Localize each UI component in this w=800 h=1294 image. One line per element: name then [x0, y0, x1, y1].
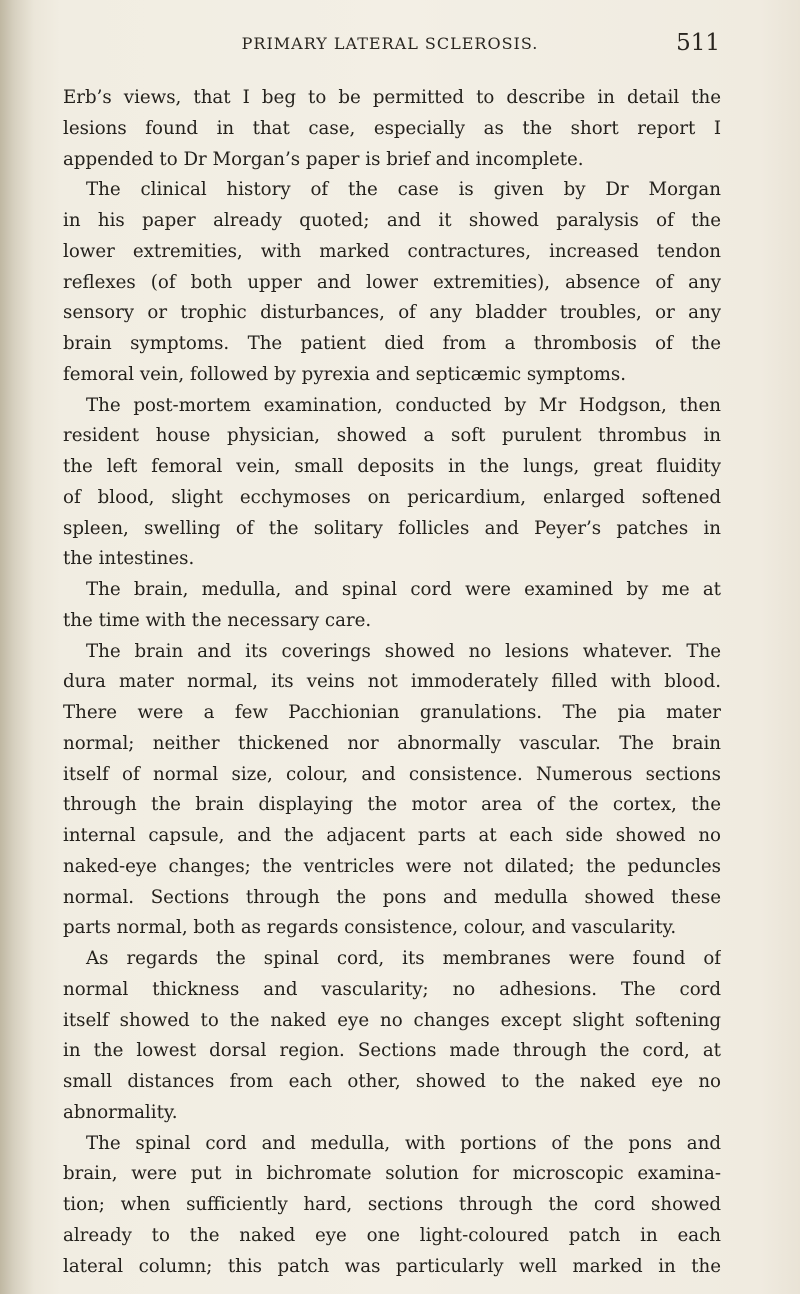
text-line: The brain and its coverings showed no lesions whatever. The [86, 640, 721, 662]
text-line: There were a few Pacchionian granulations. The pia mater [63, 702, 721, 723]
text-line: dura mater normal, its veins not immoderately filled with blood. [63, 671, 721, 693]
text-line: the time with the necessary care. [63, 609, 372, 631]
text-line: The spinal cord and medulla, with portions of the pons and [86, 1132, 721, 1154]
text-line: Erb’s views, that I beg to be permitted to describe in detail the [63, 87, 721, 108]
text-line: small distances from each other, showed to the naked eye no [63, 1071, 721, 1092]
text-line: The brain, medulla, and spinal cord were examined by me at [86, 579, 721, 600]
text-line: brain, were put in bichromate solution for microscopic examina- [63, 1163, 721, 1185]
text-line: appended to Dr Morgan’s paper is brief and incomplete. [63, 148, 584, 170]
text-line: already to the naked eye one light-coloured patch in each [63, 1224, 721, 1246]
text-line: normal. Sections through the pons and medulla showed these [63, 886, 721, 908]
text-line: parts normal, both as regards consistence, colour, and vascularity. [63, 917, 677, 939]
page-number: 511 [676, 30, 720, 56]
text-line: the intestines. [63, 548, 195, 570]
text-line: lateral column; this patch was particularly well marked in the [63, 1255, 721, 1277]
text-line: normal; neither thickened nor abnormally vascular. The brain [63, 732, 721, 754]
text-line: internal capsule, and the adjacent parts at each side showed no [63, 825, 721, 846]
text-line: normal thickness and vascularity; no adhesions. The cord [63, 978, 721, 1000]
text-line: As regards the spinal cord, its membranes were found of [86, 948, 721, 969]
text-line: in the lowest dorsal region. Sections made through the cord, at [63, 1040, 721, 1062]
page-header [60, 30, 720, 62]
text-line: spleen, swelling of the solitary follicles and Peyer’s patches in [63, 517, 721, 539]
text-line: femoral vein, followed by pyrexia and septicæmic symptoms. [63, 363, 627, 385]
text-line: lesions found in that case, especially as the short report I [63, 117, 721, 139]
text-line: reflexes (of both upper and lower extremities), absence of any [63, 271, 721, 293]
text-line: through the brain displaying the motor area of the cortex, the [63, 794, 721, 816]
text-line: brain symptoms. The patient died from a thrombosis of the [63, 333, 721, 354]
text-line: sensory or trophic disturbances, of any bladder troubles, or any [63, 302, 721, 324]
text-line: abnormality. [63, 1101, 178, 1123]
text-line: itself showed to the naked eye no changes except slight softening [63, 1009, 721, 1031]
text-line: of blood, slight ecchymoses on pericardium, enlarged softened [63, 486, 721, 508]
text-line: tion; when sufficiently hard, sections through the cord showed [63, 1194, 721, 1215]
text-line: The clinical history of the case is given by Dr Morgan [86, 179, 721, 201]
text-line: resident house physician, showed a soft purulent thrombus in [63, 425, 721, 447]
running-title: PRIMARY LATERAL SCLEROSIS. [241, 34, 539, 53]
text-line: in his paper already quoted; and it showed paralysis of the [63, 210, 721, 231]
body-text [63, 83, 721, 1282]
text-line: the left femoral vein, small deposits in the lungs, great fluidity [63, 456, 721, 477]
text-line: lower extremities, with marked contractures, increased tendon [63, 240, 721, 262]
text-line: itself of normal size, colour, and consistence. Numerous sections [63, 763, 721, 785]
text-line: The post-mortem examination, conducted by Mr Hodgson, then [86, 394, 721, 416]
text-line: naked-eye changes; the ventricles were not dilated; the peduncles [63, 855, 721, 877]
